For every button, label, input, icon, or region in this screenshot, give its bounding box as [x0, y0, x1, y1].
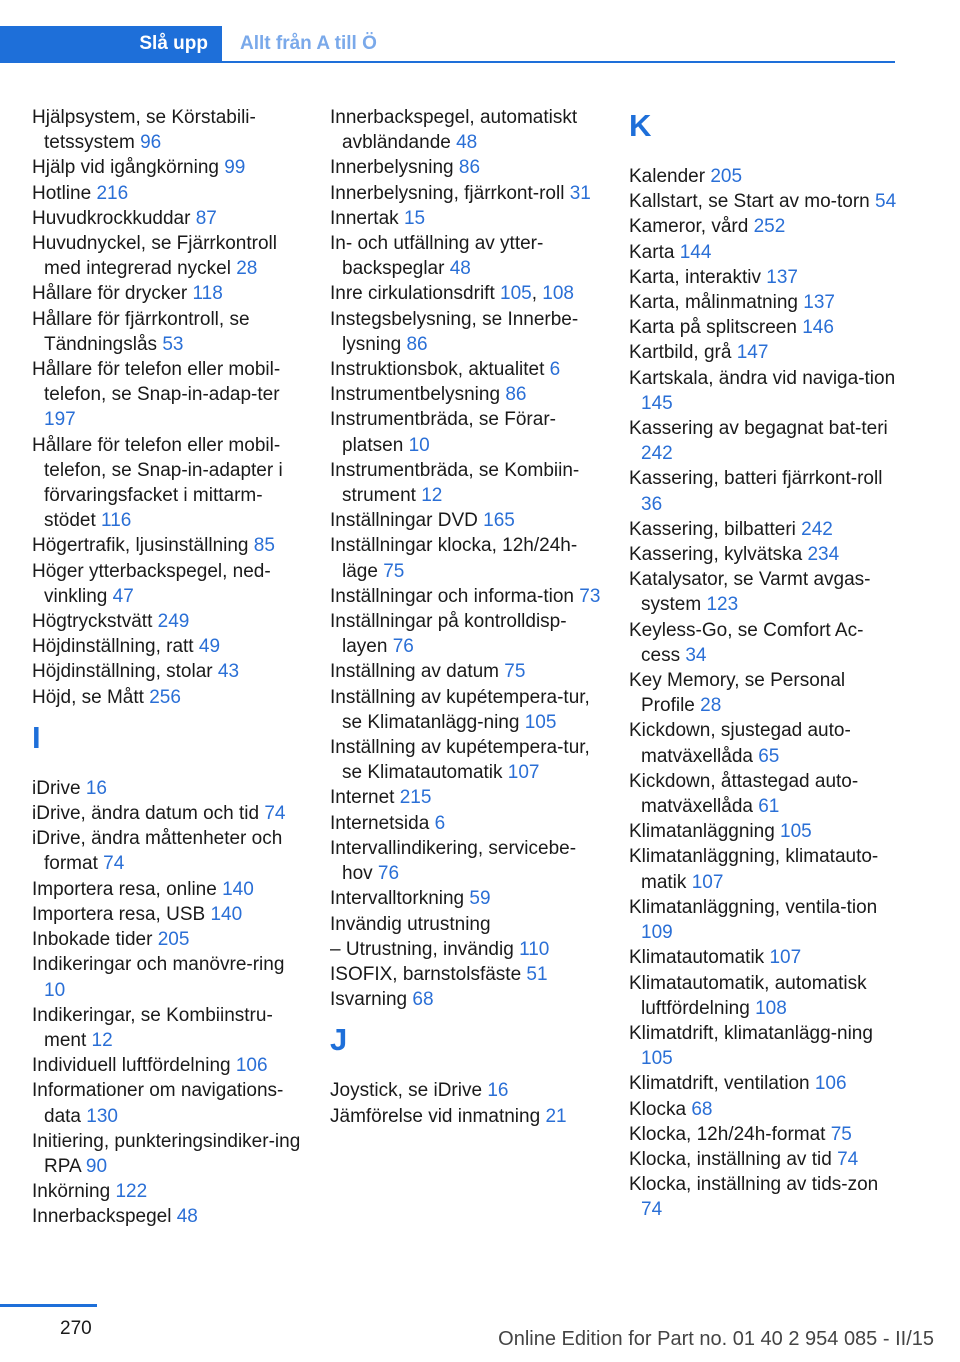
page-link[interactable]: 75	[830, 1123, 852, 1145]
index-entry	[330, 785, 605, 810]
index-entry	[32, 357, 307, 433]
page-link[interactable]: 74	[837, 1148, 859, 1170]
index-entry	[32, 533, 307, 558]
index-entry-text: Kalender	[629, 166, 706, 187]
index-entry	[32, 609, 307, 634]
page-link[interactable]: 197	[44, 409, 76, 431]
index-entry	[629, 164, 899, 189]
index-entry-text: Initiering, punkteringsindiker-ing RPA	[32, 1130, 301, 1177]
page-link[interactable]: 106	[235, 1055, 268, 1077]
index-entry-text: Klocka, 12h/24h-format	[629, 1123, 826, 1145]
header-bar	[0, 26, 895, 63]
index-entry	[629, 971, 899, 1021]
index-entry	[629, 1021, 899, 1071]
index-entry	[330, 357, 605, 382]
index-entry-text: Intervallindikering, servicebe-hov	[330, 837, 577, 885]
index-entry	[629, 945, 899, 970]
index-entry	[32, 155, 307, 180]
index-entry	[330, 962, 605, 987]
index-entry	[330, 206, 605, 231]
index-entry	[629, 769, 899, 819]
index-entry-text: iDrive, ändra måttenheter och format	[32, 828, 283, 875]
index-entry-text: Intervalltorkning	[330, 888, 465, 910]
index-entry	[32, 801, 307, 826]
index-entry	[32, 206, 307, 231]
page-link[interactable]: 43	[217, 661, 240, 683]
page-link[interactable]: 108	[755, 997, 787, 1019]
page-link[interactable]: 107	[691, 871, 724, 893]
index-entry	[32, 307, 307, 357]
index-entry	[330, 1078, 605, 1103]
page-link[interactable]: 116	[101, 510, 132, 532]
index-entry	[629, 466, 899, 516]
index-entry-text: Hållare för telefon eller mobil-telefon, se Snap-in-adapter i förvaringsfacket i mittarm-stödet	[32, 434, 283, 532]
index-entry-text: Högertrafik, ljusinställning	[32, 535, 249, 557]
index-entry: Inre cirkulationsdrift 105, 108	[330, 283, 574, 305]
page-link[interactable]: 85	[253, 535, 275, 557]
index-entry-text: Inre cirkulationsdrift	[330, 283, 495, 305]
page-link[interactable]: 242	[801, 518, 833, 540]
index-entry-text: Kickdown, åttastegad auto-matväxellåda	[629, 770, 859, 818]
page-link[interactable]: 51	[526, 963, 548, 985]
index-entry-text: Kallstart, se Start av mo-torn	[629, 191, 870, 213]
index-entry-text: Keyless-Go, se Comfort Ac-cess	[629, 619, 864, 666]
page-link[interactable]: 73	[579, 585, 601, 607]
page-link[interactable]: 123	[706, 594, 739, 616]
index-entry	[330, 912, 605, 937]
index-entry	[32, 1053, 307, 1078]
index-entry-text: Indikeringar, se Kombiinstru-ment	[32, 1004, 273, 1051]
index-entry	[629, 315, 899, 340]
page-link[interactable]: 90	[85, 1155, 108, 1177]
index-entry	[32, 685, 307, 710]
page-link[interactable]: 47	[112, 585, 134, 607]
index-entry-text: Jämförelse vid inmatning	[330, 1105, 541, 1127]
page-link[interactable]: 86	[505, 384, 527, 406]
index-entry-text: Individuell luftfördelning	[32, 1055, 231, 1077]
index-entry	[330, 231, 605, 281]
index-entry-text: Internetsida	[330, 812, 430, 834]
page-link[interactable]: 10	[44, 979, 66, 1001]
page-link[interactable]: 242	[641, 443, 673, 465]
page-link[interactable]: 49	[198, 636, 221, 658]
page-link[interactable]: 75	[504, 661, 526, 683]
section-letter: K	[629, 108, 652, 143]
footer-rule	[0, 1304, 97, 1307]
index-entry	[32, 1179, 307, 1204]
index-entry-text: Hållare för drycker	[32, 283, 188, 305]
index-entry-text: Kickdown, sjustegad auto-matväxellåda	[629, 720, 851, 767]
index-entry	[629, 240, 899, 265]
index-entry	[629, 214, 899, 239]
index-entry	[330, 155, 605, 180]
index-entry	[629, 844, 899, 894]
page-link[interactable]: 6	[549, 359, 561, 381]
index-entry	[629, 189, 899, 214]
index-entry	[330, 685, 605, 735]
section-letter: J	[330, 1022, 348, 1058]
index-entry	[330, 735, 605, 785]
index-entry	[629, 1147, 899, 1172]
page-link[interactable]: 48	[456, 132, 478, 154]
index-entry	[32, 181, 307, 206]
index-entry	[629, 819, 899, 844]
index-entry-text: Kassering av begagnat bat-teri	[629, 418, 888, 440]
index-entry	[629, 542, 899, 567]
page-link[interactable]: 87	[195, 207, 217, 229]
index-entry	[629, 1071, 899, 1096]
page-link[interactable]: 99	[224, 157, 246, 179]
index-entry	[330, 105, 605, 155]
index-entry	[32, 826, 307, 876]
page-link[interactable]: 12	[421, 485, 443, 507]
page-link[interactable]: 28	[700, 695, 722, 717]
page-link[interactable]: 107	[769, 947, 802, 969]
index-entry	[330, 584, 605, 609]
page-link[interactable]: 86	[458, 157, 481, 179]
index-column-1	[32, 105, 307, 1230]
index-entry-text: Katalysator, se Varmt avgas-system	[629, 569, 871, 616]
index-entry-text: Klimatanläggning	[629, 821, 775, 843]
index-entry-text: Importera resa, online	[32, 878, 217, 900]
tab-sla-upp[interactable]	[0, 26, 222, 61]
index-entry-text: Höjdinställning, stolar	[32, 661, 213, 683]
section-letter: I	[32, 719, 41, 755]
index-entry-text: Instrumentbräda, se Kombiin-strument	[330, 459, 580, 507]
index-entry	[330, 307, 605, 357]
index-entry-text: – Utrustning, invändig	[330, 938, 514, 960]
index-entry-text: Huvudnyckel, se Fjärrkontroll med integrerad nyckel	[32, 233, 277, 280]
index-entry	[629, 265, 899, 290]
index-entry-text: Klocka, inställning av tid	[629, 1148, 832, 1170]
page-link[interactable]: 54	[875, 191, 897, 213]
index-entry	[629, 1122, 899, 1147]
page-link[interactable]: 31	[569, 182, 591, 204]
index-entry	[330, 886, 605, 911]
index-entry-text: Klimatanläggning, klimatauto-matik	[629, 846, 879, 893]
index-entry-text: ISOFIX, barnstolsfäste	[330, 963, 522, 985]
index-column-2	[330, 105, 605, 1129]
page-link[interactable]: 205	[157, 929, 190, 951]
page-link[interactable]: 122	[115, 1181, 148, 1203]
page-link[interactable]: 144	[679, 241, 712, 263]
index-entry-text: Innerbelysning	[330, 157, 454, 179]
index-entry	[629, 718, 899, 768]
index-entry	[629, 618, 899, 668]
page-link[interactable]: 234	[807, 544, 840, 566]
page-number: 270	[60, 1318, 92, 1339]
index-entry	[32, 659, 307, 684]
page-link[interactable]: 16	[487, 1080, 509, 1102]
page-link[interactable]: 15	[403, 207, 426, 229]
page-link[interactable]: 215	[399, 787, 432, 809]
page-link[interactable]: 137	[803, 292, 835, 314]
index-entry-text: Karta, målinmatning	[629, 292, 798, 314]
page-link[interactable]: 6	[434, 812, 446, 834]
index-entry	[32, 105, 307, 155]
page-link[interactable]: 140	[210, 903, 243, 925]
index-entry-text: Kartskala, ändra vid naviga-tion	[629, 367, 896, 389]
index-entry	[330, 458, 605, 508]
index-entry	[32, 927, 307, 952]
index-entry-text: Hållare för telefon eller mobil-telefon, se Snap-in-adap-ter	[32, 359, 281, 406]
index-entry-text: Klocka, inställning av tids-zon	[629, 1174, 879, 1196]
index-entry	[330, 508, 605, 533]
index-entry-text: Hållare för fjärrkontroll, se Tändningslås	[32, 308, 250, 355]
page-link[interactable]: 53	[162, 333, 184, 355]
index-entry-text: Key Memory, se Personal Profile	[629, 670, 846, 717]
index-entry-text: Klimatautomatik, automatisk luftfördelning	[629, 972, 867, 1019]
index-entry-text: Inställningar på kontrolldisp-layen	[330, 611, 567, 658]
page-link[interactable]: 105	[524, 711, 557, 733]
page-link[interactable]: 205	[710, 166, 743, 187]
index-entry-text: Hjälp vid igångkörning	[32, 157, 219, 179]
index-entry-text: Instrumentbräda, se Förar-platsen	[330, 409, 556, 456]
index-entry-text: Isvarning	[330, 989, 408, 1011]
index-entry-text: Inbokade tider	[32, 929, 153, 951]
page-link[interactable]: 61	[758, 796, 780, 818]
index-entry	[629, 1172, 899, 1222]
page-link[interactable]: 36	[641, 493, 663, 515]
index-entry	[629, 290, 899, 315]
index-entry-text: Internet	[330, 787, 395, 809]
index-entry	[629, 1097, 899, 1122]
page-link[interactable]: 74	[103, 853, 125, 875]
page-link[interactable]: 105	[641, 1048, 673, 1070]
index-entry	[32, 776, 307, 801]
index-entry-text: Kameror, vård	[629, 216, 749, 238]
page-link[interactable]: 75	[383, 560, 405, 582]
index-entry	[32, 1003, 307, 1053]
index-entry	[629, 668, 899, 718]
page-link[interactable]: 108	[542, 283, 574, 305]
index-entry-text: Höjd, se Mått	[32, 686, 144, 708]
index-entry	[330, 811, 605, 836]
index-entry-text: Inställningar DVD	[330, 510, 478, 532]
index-entry-text: Höger ytterbackspegel, ned-vinkling	[32, 560, 271, 607]
page-link[interactable]: 48	[176, 1206, 198, 1228]
page-link[interactable]: 12	[91, 1029, 113, 1051]
index-entry-text: Klimatanläggning, ventila-tion	[629, 896, 878, 918]
index-entry-text: Karta, interaktiv	[629, 266, 761, 288]
index-entry	[629, 340, 899, 365]
index-entry-text: Hjälpsystem, se Körstabili-tetssystem	[32, 107, 256, 154]
index-entry-text: Joystick, se iDrive	[330, 1080, 483, 1102]
index-entry-text: Inställningar klocka, 12h/24h-läge	[330, 535, 578, 582]
index-entry-text: Inställning av kupétempera-tur, se Klimatautomatik	[330, 737, 590, 784]
index-entry	[330, 836, 605, 886]
index-entry-text: Instegsbelysning, se Innerbe-lysning	[330, 308, 579, 355]
page-link[interactable]: 118	[192, 283, 223, 305]
index-entry	[330, 533, 605, 583]
index-entry-text: Karta	[629, 241, 675, 263]
index-entry-text: Hotline	[32, 182, 92, 204]
index-entry	[330, 1104, 605, 1129]
index-entry	[629, 567, 899, 617]
page-link[interactable]: 76	[377, 863, 400, 885]
tab-allt-fran-a-till-o[interactable]: Allt från A till Ö	[240, 33, 377, 54]
index-entry	[32, 281, 307, 306]
index-entry-text: Innertak	[330, 207, 399, 229]
page-link[interactable]: 74	[641, 1199, 663, 1221]
page-link[interactable]: 216	[96, 182, 129, 204]
page-link[interactable]: 146	[802, 317, 834, 339]
index-entry-text: Importera resa, USB	[32, 903, 206, 925]
page-link[interactable]: 165	[483, 510, 515, 532]
index-entry	[629, 416, 899, 466]
index-entry-text: Huvudkrockkuddar	[32, 207, 191, 229]
index-entry	[32, 902, 307, 927]
page-link[interactable]: 256	[149, 686, 181, 708]
index-entry-text: iDrive	[32, 777, 81, 799]
page-link[interactable]: 106	[814, 1073, 847, 1095]
page-link[interactable]: 74	[264, 803, 286, 825]
index-entry-text: Högtryckstvätt	[32, 611, 153, 633]
index-entry	[629, 517, 899, 542]
page-link[interactable]: 28	[236, 258, 258, 280]
page-link[interactable]: 252	[753, 216, 786, 238]
index-entry	[629, 895, 899, 945]
page-link[interactable]: 137	[766, 266, 798, 288]
page-link[interactable]: 110	[519, 938, 550, 960]
index-entry-text: Klimatautomatik	[629, 947, 765, 969]
page-link[interactable]: 59	[469, 888, 491, 910]
index-entry	[32, 1129, 307, 1179]
index-entry	[32, 559, 307, 609]
index-entry-text: Inställning av datum	[330, 661, 499, 683]
index-entry-text: Indikeringar och manövre-ring	[32, 954, 285, 976]
page-link[interactable]: 68	[691, 1098, 713, 1120]
index-entry-text: Höjdinställning, ratt	[32, 636, 194, 658]
page-link[interactable]: 65	[758, 745, 780, 767]
page-link[interactable]: 130	[86, 1105, 118, 1127]
index-entry-text: Invändig utrustning	[330, 913, 491, 935]
index-entry	[330, 937, 605, 962]
index-entry	[629, 366, 899, 416]
index-entry-text: Innerbackspegel	[32, 1206, 172, 1228]
page-link[interactable]: 249	[157, 611, 190, 633]
index-entry	[330, 382, 605, 407]
index-entry	[32, 952, 307, 1002]
index-entry	[330, 659, 605, 684]
index-entry-text: Inställning av kupétempera-tur, se Klimatanlägg-ning	[330, 686, 590, 733]
index-entry	[32, 877, 307, 902]
index-entry-text: In- och utfällning av ytter-backspeglar	[330, 233, 544, 280]
page-link[interactable]: 21	[545, 1105, 567, 1127]
page-link[interactable]: 48	[449, 258, 471, 280]
index-entry-text: Informationer om navigations-data	[32, 1080, 284, 1127]
edition-note: Online Edition for Part no. 01 40 2 954 085 - II/15	[498, 1328, 934, 1350]
page-link[interactable]: 10	[408, 434, 430, 456]
page-link[interactable]: 86	[406, 333, 428, 355]
page-link[interactable]: 34	[685, 644, 707, 666]
index-entry-text: Kassering, kylvätska	[629, 544, 803, 566]
index-entry	[32, 1204, 307, 1229]
index-entry-text: Inkörning	[32, 1181, 111, 1203]
page-link[interactable]: 109	[641, 922, 673, 944]
index-column-3	[629, 105, 899, 1223]
page-link[interactable]: 105	[780, 821, 812, 843]
page-link[interactable]: 76	[392, 636, 414, 658]
index-entry	[330, 181, 605, 206]
index-entry	[330, 407, 605, 457]
page-link[interactable]: 96	[140, 132, 162, 154]
page-link[interactable]: 107	[507, 762, 540, 784]
page-link[interactable]: 16	[85, 777, 107, 799]
index-entry	[32, 634, 307, 659]
index-entry-text: Innerbackspegel, automatiskt avbländande	[330, 107, 578, 154]
index-entry	[32, 231, 307, 281]
index-entry-text: Instrumentbelysning	[330, 384, 501, 406]
index-entry-text: Klocka	[629, 1098, 687, 1120]
index-entry-text: iDrive, ändra datum och tid	[32, 803, 260, 825]
index-entry-text: Karta på splitscreen	[629, 317, 797, 339]
index-entry	[32, 1078, 307, 1128]
index-entry-text: Inställningar och informa-tion	[330, 585, 574, 607]
index-entry-text: Instruktionsbok, aktualitet	[330, 359, 545, 381]
page-link[interactable]: 105	[500, 283, 532, 305]
index-entry	[330, 987, 605, 1012]
index-entry-text: Klimatdrift, klimatanlägg-ning	[629, 1022, 873, 1044]
index-entry-text: Kassering, bilbatteri	[629, 518, 796, 540]
page-link[interactable]: 68	[412, 989, 434, 1011]
tab-sla-upp-label: Slå upp	[139, 33, 208, 54]
index-entry-text: Kartbild, grå	[629, 342, 732, 364]
page-link[interactable]: 147	[736, 342, 769, 364]
index-entry-text: Klimatdrift, ventilation	[629, 1073, 810, 1095]
index-entry	[32, 433, 307, 534]
index-entry-text: Kassering, batteri fjärrkont-roll	[629, 468, 883, 490]
index-entry-text: Innerbelysning, fjärrkont-roll	[330, 182, 565, 204]
page-link[interactable]: 145	[641, 392, 673, 414]
page-link[interactable]: 140	[222, 878, 254, 900]
index-entry	[330, 609, 605, 659]
